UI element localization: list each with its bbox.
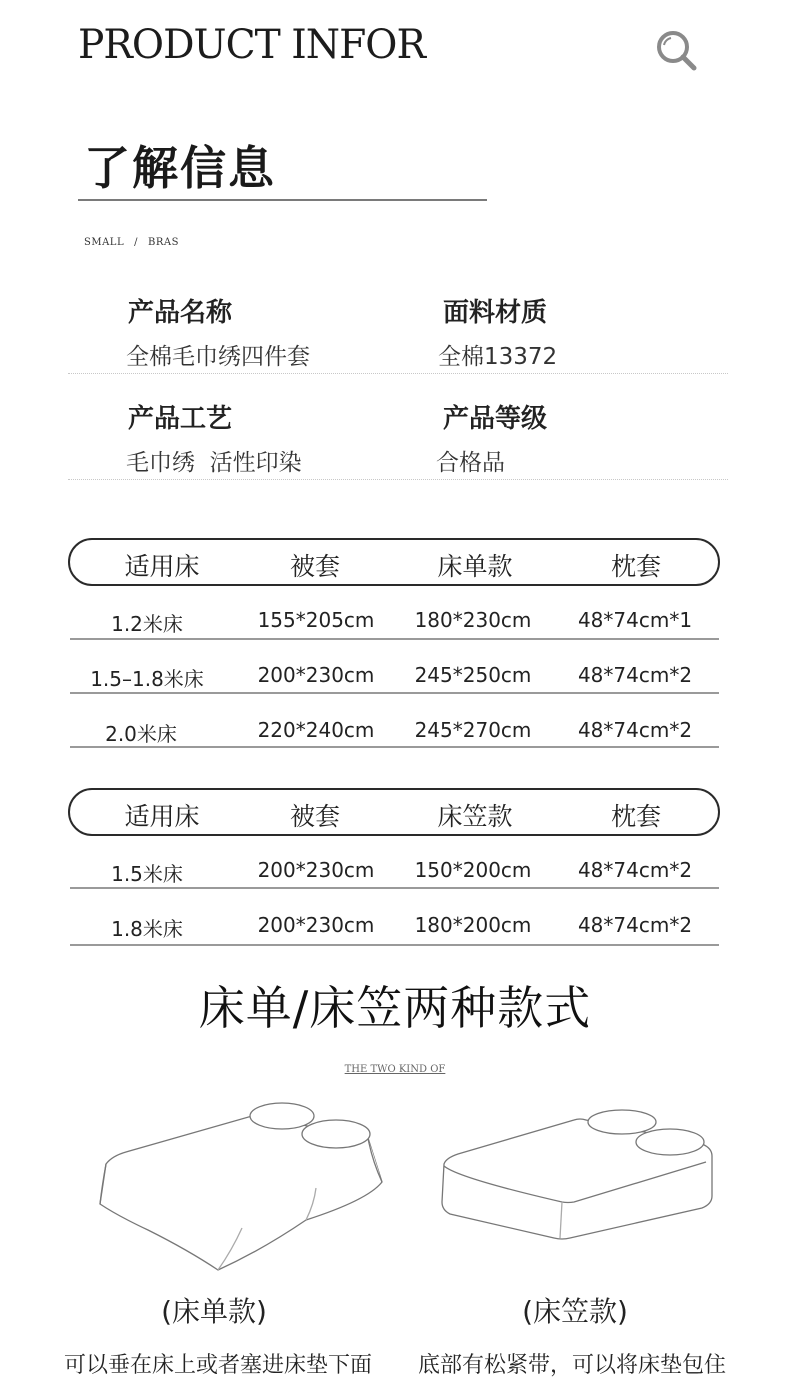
flat-sheet-caption: (床单款)	[161, 1295, 267, 1328]
table-cell: 2.0米床	[105, 722, 177, 746]
table-row-divider	[70, 692, 719, 694]
flat-sheet-illustration	[92, 1100, 392, 1278]
table2-header-duvet: 被套	[289, 802, 340, 831]
breadcrumb-item: BRAS	[147, 237, 179, 248]
spec-label-craft: 产品工艺	[128, 404, 233, 434]
table-cell: 48*74cm*2	[577, 718, 693, 742]
table-cell: 180*230cm	[414, 608, 532, 632]
spec-divider	[68, 373, 728, 374]
styles-title: 床单/床笠两种款式	[198, 981, 592, 1035]
table1-header-duvet: 被套	[289, 552, 340, 581]
fitted-sheet-caption: (床笠款)	[522, 1295, 628, 1328]
table2-header-bed: 适用床	[124, 802, 200, 831]
table-cell: 1.2米床	[111, 612, 183, 636]
breadcrumb-item: SMALL	[84, 237, 125, 248]
breadcrumb	[84, 237, 179, 248]
search-icon[interactable]	[654, 28, 698, 72]
table-cell: 180*200cm	[414, 913, 532, 937]
table-row-divider	[70, 944, 719, 946]
table-cell: 200*230cm	[257, 663, 375, 687]
table1-header-sheet: 床单款	[437, 552, 513, 581]
table1-header-pillowcase: 枕套	[610, 552, 661, 581]
spec-label-material: 面料材质	[443, 298, 548, 328]
spec-label-grade: 产品等级	[443, 404, 548, 434]
table-cell: 48*74cm*2	[577, 913, 693, 937]
spec-value-craft: 毛巾绣 活性印染	[126, 450, 302, 476]
table-cell: 245*250cm	[414, 663, 532, 687]
table-cell: 200*230cm	[257, 913, 375, 937]
table-cell: 220*240cm	[257, 718, 375, 742]
table2-header-pillowcase: 枕套	[610, 802, 661, 831]
table1-header-bed: 适用床	[124, 552, 200, 581]
table-cell: 48*74cm*1	[577, 608, 693, 632]
table-cell: 150*200cm	[414, 858, 532, 882]
table-cell: 1.8米床	[111, 917, 183, 941]
spec-value-grade: 合格品	[436, 450, 505, 476]
table-row-divider	[70, 638, 719, 640]
table-cell: 1.5–1.8米床	[90, 667, 204, 691]
table-cell: 245*270cm	[414, 718, 532, 742]
table-row-divider	[70, 746, 719, 748]
flat-sheet-description: 可以垂在床上或者塞进床垫下面	[63, 1353, 372, 1378]
spec-value-name: 全棉毛巾绣四件套	[126, 344, 310, 370]
spec-value-material: 全棉13372	[438, 344, 558, 370]
table2-header-fitted: 床笠款	[437, 802, 513, 831]
table-cell: 48*74cm*2	[577, 663, 693, 687]
table-cell: 200*230cm	[257, 858, 375, 882]
table-cell: 1.5米床	[111, 862, 183, 886]
title-divider	[78, 199, 487, 201]
table-row-divider	[70, 887, 719, 889]
spec-label-name: 产品名称	[128, 298, 233, 328]
table-cell: 48*74cm*2	[577, 858, 693, 882]
fitted-sheet-illustration	[434, 1106, 718, 1246]
spec-divider	[68, 479, 728, 480]
breadcrumb-separator: /	[134, 237, 138, 248]
info-title: 了解信息	[84, 141, 276, 195]
styles-subtitle: THE TWO KIND OF	[344, 1064, 446, 1075]
table-cell: 155*205cm	[257, 608, 375, 632]
fitted-sheet-description: 底部有松紧带，可以将床垫包住	[417, 1353, 726, 1378]
brand-title: PRODUCT INFOR	[78, 22, 425, 68]
